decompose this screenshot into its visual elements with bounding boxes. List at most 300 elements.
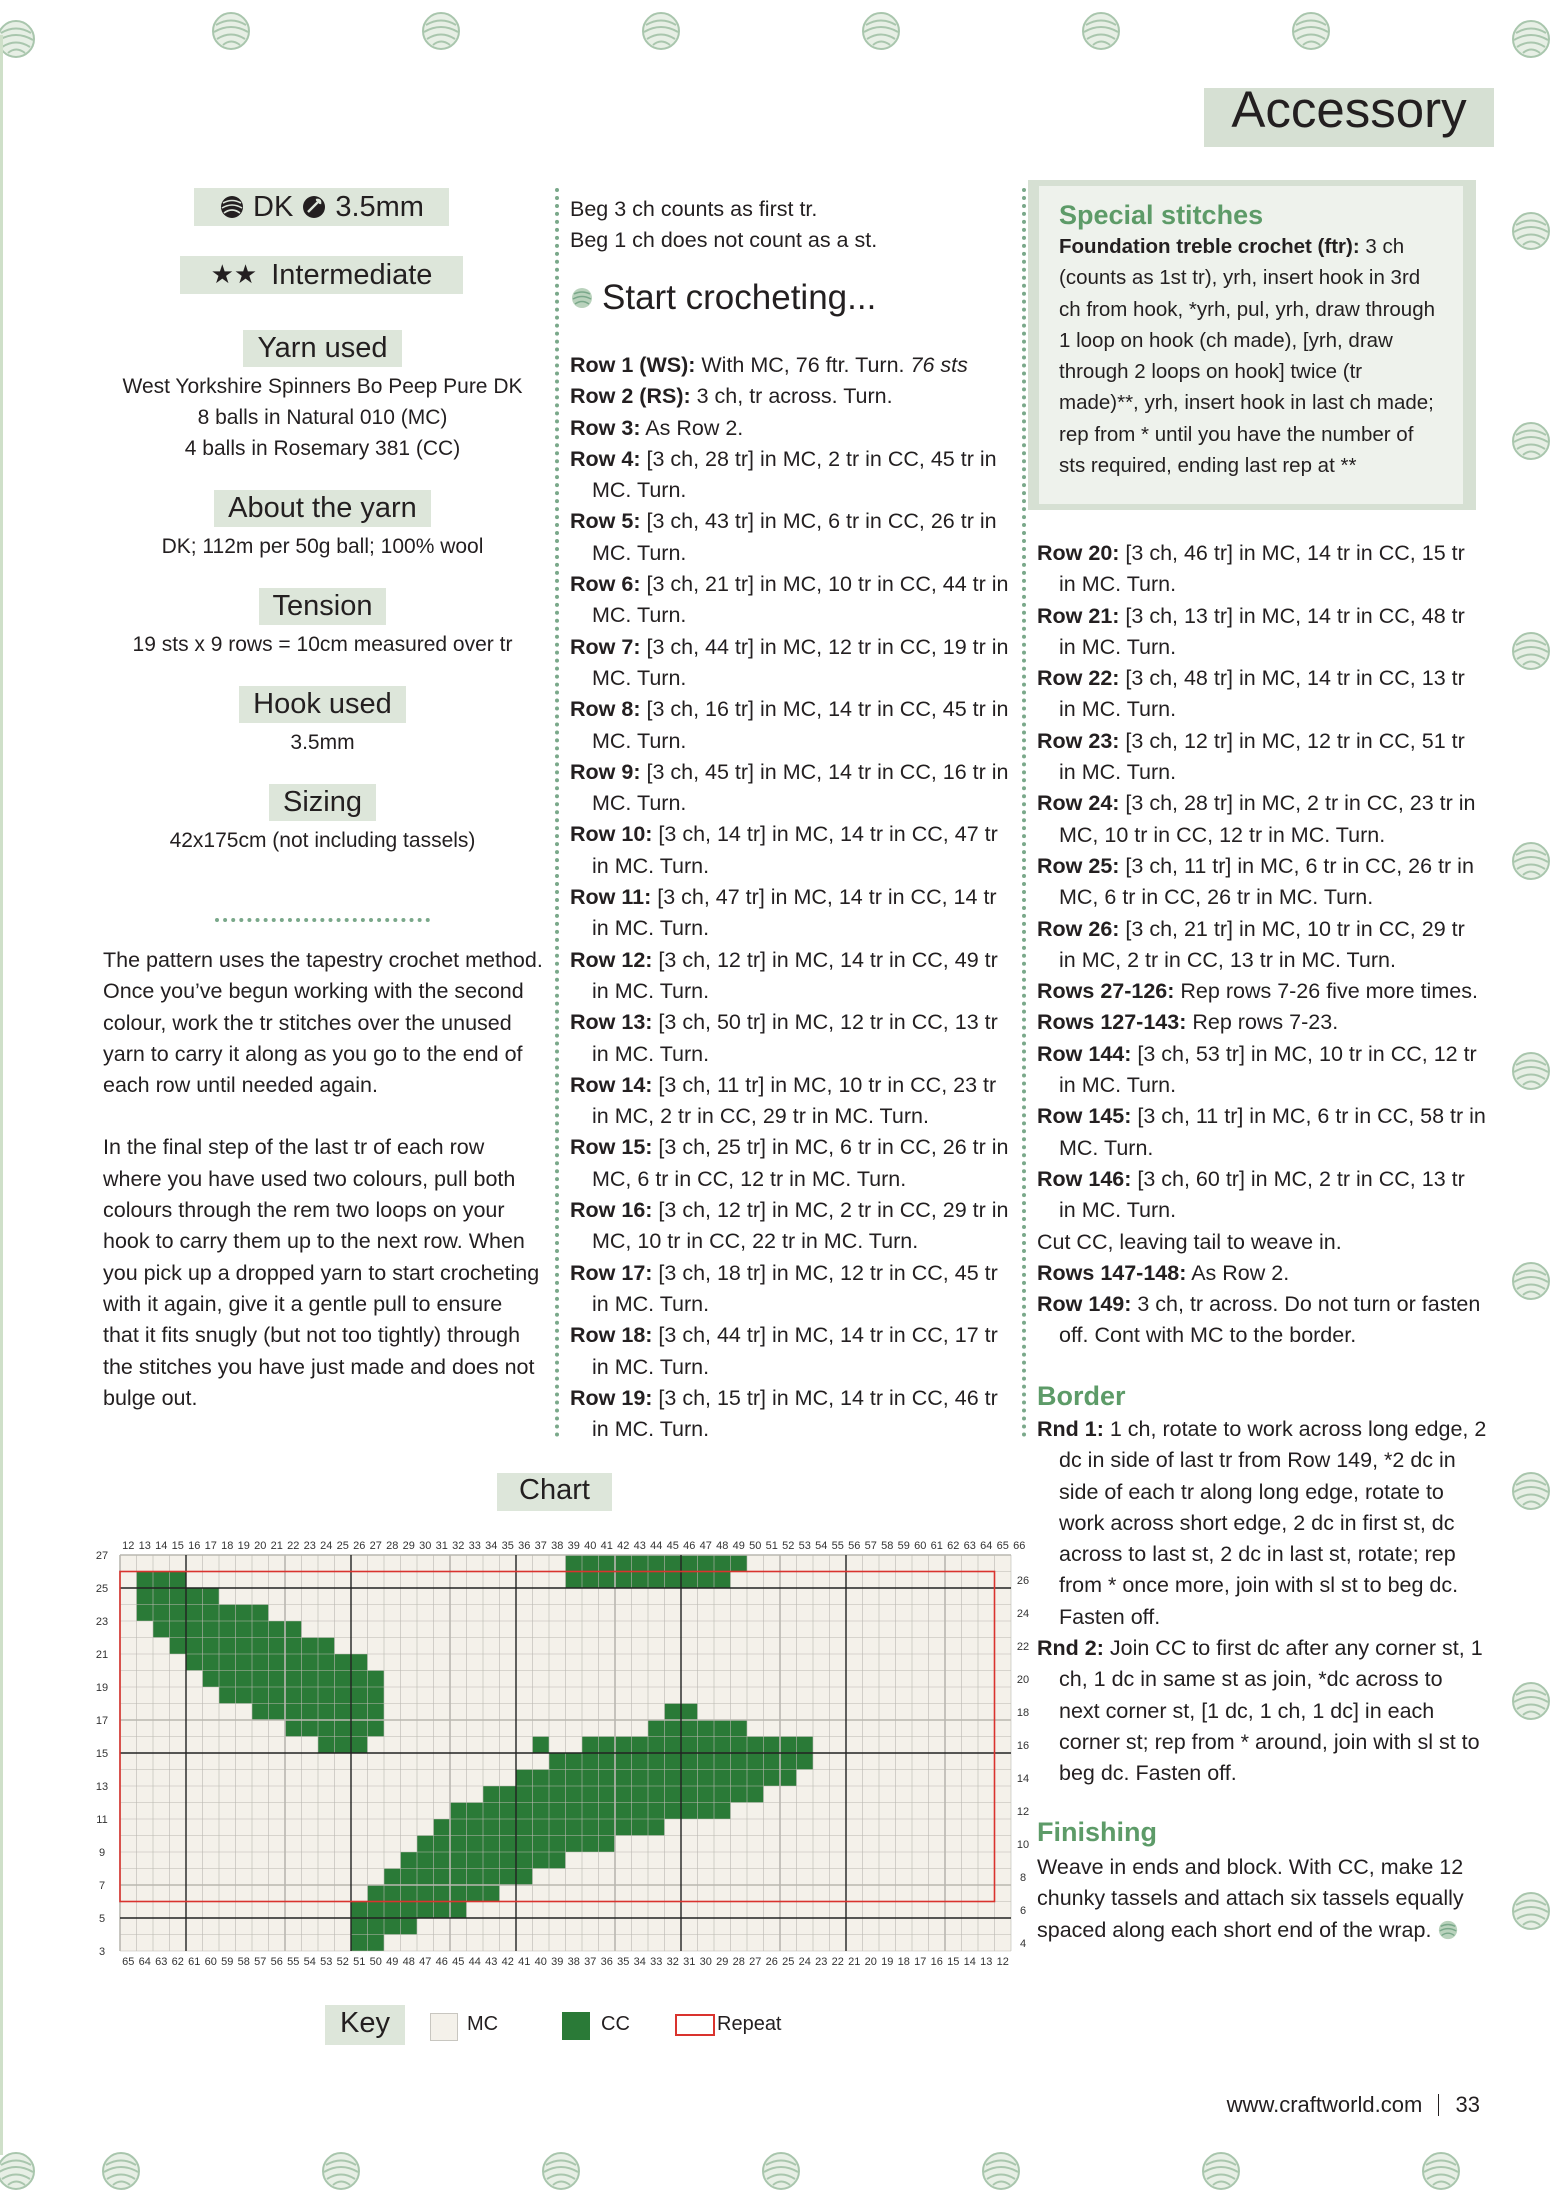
chart-column-number: 28 xyxy=(732,1956,745,1968)
chart-row-number: 13 xyxy=(95,1781,109,1793)
chart-stitch-cc xyxy=(384,1869,533,1886)
tension-text: 19 sts x 9 rows = 10cm measured over tr xyxy=(132,633,513,656)
key-label-mc: MC xyxy=(467,2013,499,2035)
pattern-row xyxy=(570,1195,1010,1258)
chart-row-number: 19 xyxy=(95,1682,109,1694)
chart-column-number: 20 xyxy=(254,1540,267,1552)
chart-column-number: 22 xyxy=(287,1540,300,1552)
row-label: Row 12: xyxy=(570,947,653,972)
row-text: Rep rows 7-23. xyxy=(1192,1010,1339,1035)
row-text: [3 ch, 13 tr] in MC, 14 tr in CC, 48 tr in MC. Turn. xyxy=(1059,603,1465,659)
chart-stitch-cc xyxy=(203,1671,385,1688)
row-label: Row 5: xyxy=(570,509,641,534)
chart-column-number: 43 xyxy=(633,1540,646,1552)
chart-column-number: 17 xyxy=(204,1540,217,1552)
row-label: Rows 27-126: xyxy=(1037,979,1175,1004)
key-swatch-mc xyxy=(430,2013,458,2041)
level-stars: ★★ xyxy=(210,260,258,290)
row-text: [3 ch, 18 tr] in MC, 12 tr in CC, 45 tr in MC. Turn. xyxy=(592,1260,998,1316)
footer-separator xyxy=(1438,2094,1439,2116)
chart-row-number: 10 xyxy=(1016,1838,1030,1851)
row-text: [3 ch, 50 tr] in MC, 12 tr in CC, 13 tr in MC. Turn. xyxy=(592,1010,998,1066)
note-line: Beg 1 ch does not count as a st. xyxy=(570,228,878,253)
chart-column-number: 25 xyxy=(782,1956,795,1968)
chart-row-number: 15 xyxy=(95,1748,109,1760)
finishing-section xyxy=(1037,1812,1467,1946)
row-label: Row 14: xyxy=(570,1072,653,1097)
chart-column-number: 48 xyxy=(402,1956,415,1968)
row-text: [3 ch, 12 tr] in MC, 12 tr in CC, 51 tr in MC. Turn. xyxy=(1059,728,1465,785)
chart-column-number: 57 xyxy=(864,1540,877,1552)
chart-column-number: 14 xyxy=(963,1956,976,1968)
start-heading xyxy=(570,278,876,318)
pattern-row xyxy=(570,694,1010,757)
footer-url: www.craftworld.com xyxy=(1226,2092,1423,2117)
yarn-ball-icon xyxy=(540,2150,582,2192)
chart-title: Chart xyxy=(519,1474,590,1506)
pattern-row xyxy=(570,819,1010,882)
yarn-ball-icon xyxy=(0,18,37,60)
row-text: [3 ch, 53 tr] in MC, 10 tr in CC, 12 tr in MC. Turn. xyxy=(1059,1041,1477,1098)
row-label: Row 19: xyxy=(570,1385,653,1410)
chart-column-number: 38 xyxy=(551,1540,564,1552)
chart-column-number: 33 xyxy=(650,1956,663,1968)
chart-column-number: 58 xyxy=(237,1956,250,1968)
pattern-row xyxy=(570,1132,1010,1195)
pattern-row xyxy=(1037,851,1487,914)
colorwork-chart xyxy=(90,1535,1030,1995)
chart-row-number: 16 xyxy=(1016,1739,1030,1752)
yarn-ball-icon xyxy=(1510,1260,1552,1302)
pattern-row xyxy=(570,350,1010,381)
chart-stitch-cc xyxy=(153,1621,302,1638)
chart-column-number: 34 xyxy=(633,1956,646,1968)
badge-weight-hook xyxy=(194,188,449,226)
chart-column-number: 43 xyxy=(485,1956,498,1968)
chart-column-number: 49 xyxy=(732,1540,745,1552)
row-label: Row 21: xyxy=(1037,603,1120,628)
chart-column-number: 14 xyxy=(155,1540,168,1552)
chart-column-number: 26 xyxy=(765,1956,778,1968)
row-label: Row 9: xyxy=(570,759,641,784)
pattern-row xyxy=(570,757,1010,820)
pattern-row xyxy=(1037,1039,1487,1102)
chart-column-number: 21 xyxy=(270,1540,283,1552)
chart-column-number: 30 xyxy=(699,1956,712,1968)
chart-row-number: 26 xyxy=(1016,1574,1030,1587)
chart-column-number: 41 xyxy=(600,1540,613,1552)
chart-column-number: 55 xyxy=(287,1956,300,1968)
chart-column-number: 46 xyxy=(435,1956,448,1968)
chart-column-number: 27 xyxy=(749,1956,762,1968)
yarn-ball-icon xyxy=(1437,1919,1459,1941)
chart-column-number: 56 xyxy=(270,1956,283,1968)
hook-used-text: 3.5mm xyxy=(290,731,355,754)
sizing-block xyxy=(95,784,550,856)
row-text: [3 ch, 21 tr] in MC, 10 tr in CC, 44 tr in MC. Turn. xyxy=(592,572,1009,628)
key-label-repeat: Repeat xyxy=(717,2013,782,2035)
finishing-body xyxy=(1037,1852,1467,1946)
finishing-title: Finishing xyxy=(1037,1817,1157,1847)
chart-column-number: 64 xyxy=(138,1956,151,1968)
yarn-ball-icon xyxy=(210,10,252,52)
chart-column-number: 26 xyxy=(353,1540,366,1552)
chart-row-number: 3 xyxy=(98,1946,106,1958)
chart-column-number: 53 xyxy=(798,1540,811,1552)
pattern-row xyxy=(1037,1007,1487,1038)
chart-row-number: 12 xyxy=(1016,1805,1030,1818)
chart-column-number: 63 xyxy=(963,1540,976,1552)
pattern-row xyxy=(570,569,1010,632)
yarn-line: 8 balls in Natural 010 (MC) xyxy=(197,406,448,429)
pattern-row xyxy=(1037,788,1487,851)
chart-row-number: 22 xyxy=(1016,1640,1030,1653)
yarn-ball-icon xyxy=(760,2150,802,2192)
chart-column-number: 47 xyxy=(419,1956,432,1968)
row-text: [3 ch, 16 tr] in MC, 14 tr in CC, 45 tr in MC. Turn. xyxy=(592,697,1009,753)
chart-column-number: 39 xyxy=(567,1540,580,1552)
intro-paragraph: The pattern uses the tapestry crochet method. Once you’ve begun working with the second colour, work the tr stitches over the unused yarn to carry it along as you go to the end of each row until needed again. xyxy=(103,948,543,1098)
yarn-ball-icon xyxy=(1510,420,1552,462)
row-label: Row 22: xyxy=(1037,666,1120,691)
about-yarn-text: DK; 112m per 50g ball; 100% wool xyxy=(161,535,484,558)
chart-stitch-cc xyxy=(137,1572,187,1589)
row-label: Row 149: xyxy=(1037,1292,1132,1317)
row-label: Row 17: xyxy=(570,1260,653,1285)
chart-row-number: 18 xyxy=(1016,1706,1030,1719)
row-text: [3 ch, 47 tr] in MC, 14 tr in CC, 14 tr in MC. Turn. xyxy=(592,885,997,941)
chart-column-number: 23 xyxy=(303,1540,316,1552)
pattern-row xyxy=(570,882,1010,945)
chart-column-number: 31 xyxy=(435,1540,448,1552)
chart-column-number: 25 xyxy=(336,1540,349,1552)
chart-column-number: 33 xyxy=(468,1540,481,1552)
finishing-text: Weave in ends and block. With CC, make 12 chunky tassels and attach six tassels equally spaced along each short end of the wrap. xyxy=(1037,1855,1464,1942)
row-text: [3 ch, 46 tr] in MC, 14 tr in CC, 15 tr in MC. Turn. xyxy=(1059,541,1465,597)
chart-column-number: 35 xyxy=(617,1956,630,1968)
chart-column-number: 37 xyxy=(534,1540,547,1552)
row-text: [3 ch, 60 tr] in MC, 2 tr in CC, 13 tr in MC. Turn. xyxy=(1059,1166,1465,1223)
chart-column-number: 64 xyxy=(980,1540,993,1552)
yarn-used-block xyxy=(95,330,550,464)
chart-column-number: 31 xyxy=(683,1956,696,1968)
yarn-ball-icon xyxy=(1080,10,1122,52)
border-rnd xyxy=(1037,1414,1487,1633)
chart-column-number: 30 xyxy=(419,1540,432,1552)
chart-column-number: 35 xyxy=(501,1540,514,1552)
yarn-line: West Yorkshire Spinners Bo Peep Pure DK xyxy=(122,375,523,398)
notes xyxy=(570,194,1010,257)
chart-column-number: 22 xyxy=(831,1956,844,1968)
row-label: Row 2 (RS): xyxy=(570,384,691,409)
chart-column-number: 27 xyxy=(369,1540,382,1552)
chart-column-number: 21 xyxy=(848,1956,861,1968)
yarn-ball-icon xyxy=(320,2150,362,2192)
chart-column-number: 50 xyxy=(369,1956,382,1968)
yarn-ball-icon xyxy=(640,10,682,52)
chart-column-number: 32 xyxy=(452,1540,465,1552)
chart-column-number: 37 xyxy=(584,1956,597,1968)
chart-column-number: 52 xyxy=(336,1956,349,1968)
chart-stitch-cc xyxy=(186,1654,368,1671)
row-label: Row 20: xyxy=(1037,541,1120,565)
key-title: Key xyxy=(340,2007,390,2039)
pattern-row xyxy=(1037,601,1487,664)
yarn-ball-icon xyxy=(1510,1680,1552,1722)
chart-column-number: 19 xyxy=(237,1540,250,1552)
chart-stitch-cc xyxy=(566,1555,748,1572)
pattern-row xyxy=(1037,1101,1487,1164)
pattern-row xyxy=(570,506,1010,569)
rnd-text: Join CC to first dc after any corner st, 1 ch, 1 dc in same st as join, *dc across to next corner st, [1 dc, 1 ch, 1 dc] in each corner st; rep from * around, join with sl st to beg dc. Fasten off. xyxy=(1059,1636,1483,1786)
row-label: Row 23: xyxy=(1037,728,1120,753)
chart-column-number: 36 xyxy=(600,1956,613,1968)
chart-column-number: 32 xyxy=(666,1956,679,1968)
chart-column-number: 59 xyxy=(897,1540,910,1552)
key-label-cc: CC xyxy=(601,2013,630,2035)
about-yarn-block xyxy=(95,490,550,562)
chart-stitch-cc xyxy=(318,1737,368,1754)
row-label: Row 10: xyxy=(570,822,653,847)
chart-column-number: 42 xyxy=(501,1956,514,1968)
chart-column-number: 38 xyxy=(567,1956,580,1968)
border-section xyxy=(1037,1378,1487,1790)
row-text: 3 ch, tr across. Turn. xyxy=(696,384,893,409)
chart-stitch-cc xyxy=(533,1737,550,1754)
rnd-label: Rnd 1: xyxy=(1037,1417,1104,1441)
chart-row-number: 14 xyxy=(1016,1772,1030,1785)
chart-column-number: 53 xyxy=(320,1956,333,1968)
section-title: Accessory xyxy=(1231,81,1467,138)
yarn-ball-icon xyxy=(1200,2150,1242,2192)
pattern-row xyxy=(1037,1227,1487,1258)
special-stitches-box xyxy=(1038,185,1464,505)
row-label: Row 4: xyxy=(570,446,641,471)
row-label: Row 18: xyxy=(570,1323,653,1348)
row-text: [3 ch, 25 tr] in MC, 6 tr in CC, 26 tr in MC, 6 tr in CC, 12 tr in MC. Turn. xyxy=(592,1135,1009,1191)
border-rnd xyxy=(1037,1633,1487,1789)
chart-row-number: 8 xyxy=(1019,1871,1027,1884)
yarn-used-title: Yarn used xyxy=(243,330,401,367)
chart-column-number: 45 xyxy=(452,1956,465,1968)
pattern-row xyxy=(570,1258,1010,1321)
chart-column-number: 17 xyxy=(914,1956,927,1968)
chart-row-number: 9 xyxy=(98,1847,106,1859)
chart-column-number: 54 xyxy=(815,1540,828,1552)
chart-row-number: 24 xyxy=(1016,1607,1030,1620)
start-title: Start crocheting... xyxy=(602,278,877,317)
pattern-row xyxy=(570,945,1010,1008)
chart-column-number: 50 xyxy=(749,1540,762,1552)
row-text: [3 ch, 28 tr] in MC, 2 tr in CC, 45 tr in MC. Turn. xyxy=(592,446,997,503)
yarn-ball-icon xyxy=(1510,840,1552,882)
page-edge-line xyxy=(0,35,3,2155)
chart-column-number: 65 xyxy=(122,1956,135,1968)
row-label: Row 146: xyxy=(1037,1166,1132,1191)
footer xyxy=(1150,2092,1480,2118)
chart-row-number: 21 xyxy=(95,1649,109,1661)
row-text: [3 ch, 11 tr] in MC, 6 tr in CC, 58 tr in MC. Turn. xyxy=(1059,1104,1486,1160)
chart-stitch-cc xyxy=(483,1786,764,1803)
yarn-ball-icon xyxy=(0,2150,37,2192)
note-line: Beg 3 ch counts as first tr. xyxy=(570,197,818,221)
yarn-ball-icon xyxy=(860,10,902,52)
chart-column-number: 19 xyxy=(881,1956,894,1968)
row-label: Rows 127-143: xyxy=(1037,1010,1187,1035)
chart-column-number: 58 xyxy=(881,1540,894,1552)
chart-row-number: 20 xyxy=(1016,1673,1030,1686)
chart-column-number: 42 xyxy=(617,1540,630,1552)
chart-column-number: 62 xyxy=(171,1956,184,1968)
sizing-text: 42x175cm (not including tassels) xyxy=(169,829,476,852)
chart-column-number: 52 xyxy=(782,1540,795,1552)
yarn-ball-icon xyxy=(420,10,462,52)
chart-row-number: 11 xyxy=(96,1814,108,1826)
chart-column-number: 12 xyxy=(996,1956,1009,1968)
chart-column-number: 24 xyxy=(320,1540,333,1552)
chart-column-number: 16 xyxy=(930,1956,943,1968)
column-divider xyxy=(555,188,559,1438)
page-number: 33 xyxy=(1455,2092,1480,2117)
intro-paragraph: In the final step of the last tr of each row where you have used two colours, pull both colours through the rem two loops on your hook to carry them up to the next row. When you pick up a dropped yarn to start crocheting with it again, give it a gentle pull to ensure that it fits snugly (but not too tightly) through the stitches you have just made and does not bulge out. xyxy=(103,1135,540,1410)
hook-icon xyxy=(301,194,327,220)
yarn-ball-icon xyxy=(100,2150,142,2192)
pattern-row xyxy=(570,1070,1010,1133)
key-swatch-cc xyxy=(562,2012,590,2040)
tension-title: Tension xyxy=(259,588,387,625)
row-text: [3 ch, 14 tr] in MC, 14 tr in CC, 47 tr in MC. Turn. xyxy=(592,822,998,878)
chart-column-number: 61 xyxy=(930,1540,943,1552)
special-stitches-body xyxy=(1059,231,1443,481)
chart-row-number: 7 xyxy=(98,1880,106,1892)
about-yarn-title: About the yarn xyxy=(214,490,431,527)
special-stitch-text: 3 ch (counts as 1st tr), yrh, insert hook in 3rd ch from hook, *yrh, pul, yrh, draw through 1 loop on hook (ch made), [yrh, draw through 2 loops on hook] twice (tr made)**, yrh, insert hook in last ch made; rep from * until you have the number of sts required, ending last rep at ** xyxy=(1059,235,1436,478)
key-swatch-repeat xyxy=(675,2014,715,2036)
chart-column-number: 13 xyxy=(980,1956,993,1968)
yarn-ball-icon xyxy=(1510,210,1552,252)
chart-row-number: 17 xyxy=(95,1715,109,1727)
chart-row-number: 27 xyxy=(95,1550,109,1562)
chart-column-number: 59 xyxy=(221,1956,234,1968)
row-label: Rows 147-148: xyxy=(1037,1260,1187,1285)
chart-column-number: 44 xyxy=(468,1956,481,1968)
stitch-count: 76 sts xyxy=(910,353,968,377)
chart-row-number: 5 xyxy=(98,1913,106,1925)
chart-column-number: 66 xyxy=(1013,1540,1026,1552)
row-text: [3 ch, 11 tr] in MC, 10 tr in CC, 23 tr in MC, 2 tr in CC, 29 tr in MC. Turn. xyxy=(592,1072,997,1129)
dotted-divider xyxy=(215,918,430,922)
chart-column-number: 47 xyxy=(699,1540,712,1552)
row-label: Row 15: xyxy=(570,1135,653,1160)
pattern-row xyxy=(570,1320,1010,1383)
weight-label: DK xyxy=(253,190,294,223)
chart-column-number: 23 xyxy=(815,1956,828,1968)
row-label: Row 8: xyxy=(570,697,641,722)
chart-column-number: 60 xyxy=(914,1540,927,1552)
chart-column-number: 46 xyxy=(683,1540,696,1552)
chart-column-number: 29 xyxy=(716,1956,729,1968)
pattern-rows-col3 xyxy=(1037,538,1487,1352)
chart-row-number: 6 xyxy=(1019,1904,1027,1917)
column-divider xyxy=(1022,188,1026,1438)
chart-row-number: 25 xyxy=(95,1583,109,1595)
chart-column-number: 29 xyxy=(402,1540,415,1552)
row-text: Cut CC, leaving tail to weave in. xyxy=(1037,1229,1342,1254)
yarn-ball-icon xyxy=(1510,1050,1552,1092)
chart-row-number: 23 xyxy=(95,1616,109,1628)
pattern-row xyxy=(570,1007,1010,1070)
pattern-row xyxy=(570,632,1010,695)
row-text: [3 ch, 15 tr] in MC, 14 tr in CC, 46 tr in MC. Turn. xyxy=(592,1385,998,1442)
chart-column-number: 28 xyxy=(386,1540,399,1552)
chart-column-number: 51 xyxy=(353,1956,366,1968)
row-text: [3 ch, 44 tr] in MC, 12 tr in CC, 19 tr in MC. Turn. xyxy=(592,634,1009,690)
pattern-row xyxy=(1037,1164,1487,1227)
pattern-row xyxy=(1037,663,1487,726)
row-text: [3 ch, 44 tr] in MC, 14 tr in CC, 17 tr in MC. Turn. xyxy=(592,1323,998,1379)
chart-column-number: 51 xyxy=(765,1540,778,1552)
chart-column-number: 57 xyxy=(254,1956,267,1968)
chart-column-number: 60 xyxy=(204,1956,217,1968)
row-text: Rep rows 7-26 five more times. xyxy=(1180,979,1478,1004)
rnd-label: Rnd 2: xyxy=(1037,1636,1104,1661)
pattern-row xyxy=(570,381,1010,412)
row-text: As Row 2. xyxy=(645,415,744,440)
row-label: Row 6: xyxy=(570,572,641,597)
row-label: Row 144: xyxy=(1037,1041,1132,1066)
row-label: Row 16: xyxy=(570,1198,653,1223)
chart-column-number: 36 xyxy=(518,1540,531,1552)
row-label: Row 26: xyxy=(1037,916,1120,941)
row-label: Row 24: xyxy=(1037,791,1120,816)
chart-column-number: 48 xyxy=(716,1540,729,1552)
yarn-ball-icon xyxy=(1290,10,1332,52)
chart-column-number: 41 xyxy=(518,1956,531,1968)
yarn-ball-icon xyxy=(980,2150,1022,2192)
chart-column-number: 16 xyxy=(188,1540,201,1552)
chart-column-number: 63 xyxy=(155,1956,168,1968)
chart-column-number: 24 xyxy=(798,1956,811,1968)
chart-column-number: 39 xyxy=(551,1956,564,1968)
chart-stitch-cc xyxy=(516,1770,797,1787)
chart-column-number: 49 xyxy=(386,1956,399,1968)
row-text: [3 ch, 45 tr] in MC, 14 tr in CC, 16 tr in MC. Turn. xyxy=(592,759,1009,816)
chart-column-number: 56 xyxy=(848,1540,861,1552)
header-rule xyxy=(1204,144,1494,147)
chart-column-number: 55 xyxy=(831,1540,844,1552)
row-label: Row 1 (WS): xyxy=(570,353,696,377)
yarn-ball-icon xyxy=(570,286,594,310)
row-label: Row 145: xyxy=(1037,1104,1132,1129)
level-badge xyxy=(180,256,463,294)
chart-stitch-cc xyxy=(351,1902,467,1919)
yarn-ball-icon xyxy=(1510,1470,1552,1512)
row-label: Row 13: xyxy=(570,1010,653,1035)
chart-column-number: 18 xyxy=(221,1540,234,1552)
chart-column-number: 61 xyxy=(188,1956,201,1968)
row-text: [3 ch, 43 tr] in MC, 6 tr in CC, 26 tr in MC. Turn. xyxy=(592,509,997,565)
tension-block xyxy=(95,588,550,660)
chart-column-number: 15 xyxy=(947,1956,960,1968)
yarn-ball-icon xyxy=(1510,1890,1552,1932)
row-text: [3 ch, 12 tr] in MC, 2 tr in CC, 29 tr in MC, 10 tr in CC, 22 tr in MC. Turn. xyxy=(592,1198,1009,1254)
yarn-ball-icon xyxy=(219,194,245,220)
row-text: [3 ch, 48 tr] in MC, 14 tr in CC, 13 tr in MC. Turn. xyxy=(1059,666,1465,722)
pattern-row xyxy=(1037,1289,1487,1352)
pattern-rows-col2 xyxy=(570,350,1010,1445)
chart-column-number: 65 xyxy=(996,1540,1009,1552)
chart-column-number: 12 xyxy=(122,1540,135,1552)
